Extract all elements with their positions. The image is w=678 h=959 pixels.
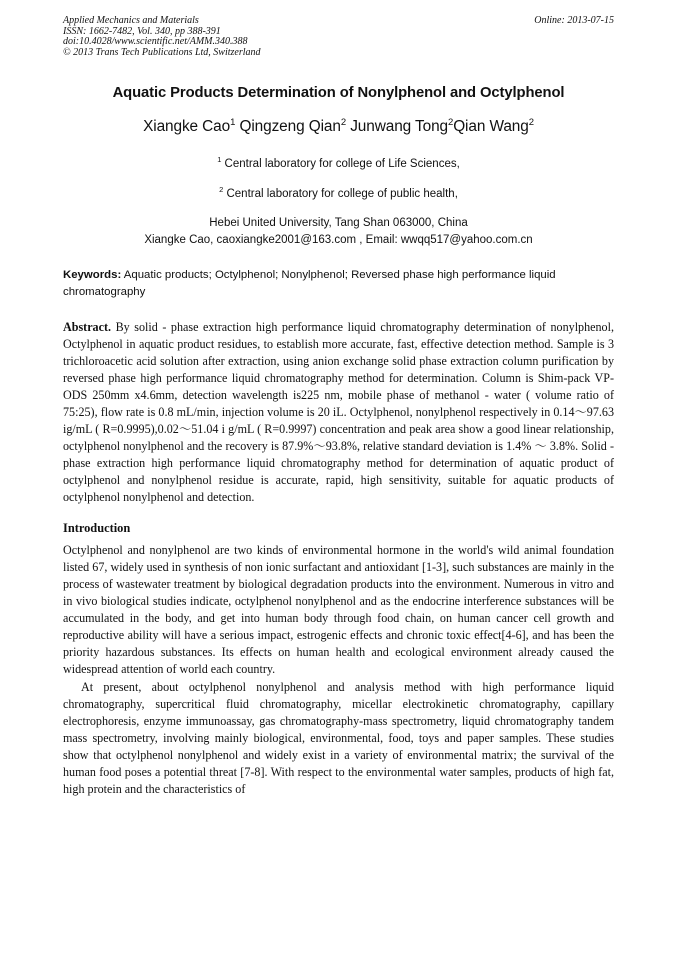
author-affiliation-mark: 2 [340, 117, 347, 128]
author-affiliation-mark: 1 [230, 117, 236, 128]
journal-issn: ISSN: 1662-7482, Vol. 340, pp 388-391 [63, 25, 221, 37]
author-list [63, 117, 614, 136]
paper-title: Aquatic Products Determination of Nonylphenol and Octylphenol [112, 85, 565, 101]
university-address: Hebei United University, Tang Shan 063000, China [209, 216, 468, 229]
keywords-label: Keywords: [63, 268, 122, 281]
affiliation-address [63, 215, 614, 249]
affiliation-2 [63, 185, 614, 200]
journal-name: Applied Mechanics and Materials [63, 15, 199, 26]
abstract-label: Abstract. [63, 319, 112, 334]
author-name: Qingzeng Qian [235, 118, 341, 136]
abstract-text: By solid - phase extraction high performance liquid chromatography determination of nonylphenol, Octylphenol in aquatic product residues, to establish more accurate, fast, effective detection method. Sample is 3 trichloroacetic acid solution after extraction, using anion exchange solid phase extraction column purification by reversed phase high performance liquid chromatography method for determination. Column is Shim-pack VP-ODS 250mm x4.6mm, detection wavelength is225 nm, mobile phase of methanol - water ( volume ratio of 75:25), flow rate is 0.8 mL/min, injection volume is 20 iL. Octylphenol, nonylphenol respectively in 0.14～97.63 ig/mL ( R=0.9995),0.02～51.04 i g/mL ( R=0.9997) concentration and peak area show a good linear relationship, octylphenol nonylphenol and the recovery is 87.9%～93.8%, relative standard deviation is 1.4% ～ 3.8%. Solid - phase extraction high performance liquid chromatography method for determination of aquatic product of octylphenol and nonylphenol residue is accurate, rapid, high sensitivity, suitable for aquatic products of octylphenol nonylphenol and detection. [63, 319, 614, 504]
affiliation-mark: 2 [219, 184, 224, 194]
affiliation-1 [63, 155, 614, 170]
journal-header [63, 16, 614, 58]
paper-page [63, 16, 614, 798]
author-affiliation-mark: 2 [528, 117, 534, 128]
contact-emails: Xiangke Cao, caoxiangke2001@163.com , Email: wwqq517@yahoo.com.cn [144, 233, 533, 246]
section-heading-introduction: Introduction [63, 520, 131, 535]
author-name: Qian Wang [453, 118, 529, 136]
journal-info [63, 16, 261, 58]
keywords [63, 267, 614, 301]
author-name: Junwang Tong [346, 118, 448, 136]
abstract [63, 319, 614, 506]
author-name: Xiangke Cao [143, 118, 231, 136]
journal-copyright: © 2013 Trans Tech Publications Ltd, Switzerland [63, 46, 261, 58]
affiliation-mark: 1 [217, 155, 222, 165]
journal-doi: doi:10.4028/www.scientific.net/AMM.340.388 [63, 36, 248, 47]
online-date: Online: 2013-07-15 [534, 15, 614, 26]
paragraph: At present, about octylphenol nonylphenol and analysis method with high performance liquid chromatography, supercritical fluid chromatography, micellar electrokinetic chromatography, capillary electrophoresis, enzyme immunoassay, gas chromatography-mass spectrometry, liquid chromatography tandem mass spectrometry, involving mainly biological, environmental, food, toys and paper samples. These studies show that octylphenol nonylphenol and widely exist in a variety of environmental matrix; the survival of the human food poses a potential threat [7-8]. With respect to the environmental water samples, products of high fat, high protein and the characteristics of [63, 679, 614, 797]
keywords-text: Aquatic products; Octylphenol; Nonylphenol; Reversed phase high performance liquid chromatography [63, 268, 556, 298]
author-affiliation-mark: 2 [448, 117, 454, 128]
paragraph: Octylphenol and nonylphenol are two kinds of environmental hormone in the world's wild animal foundation listed 67, widely used in synthesis of non ionic surfactant and antioxidant [1-3], such substances are mainly in the process of wastewater treatment by biological degradation products into the environment. Numerous in vitro and in vivo biological studies indicate, octylphenol nonylphenol and as the endocrine interference substances will be accumulated in the body, and get into human body through food chain, on human cancer cell growth and reproductive ability will have a serious impact, estrogenic effects and chronic toxic effect[4-6], and has been the priority hazardous substances. Its effects on human health and ecological environment already caused the widespread attention of world each country. [63, 542, 614, 677]
affiliation-text: Central laboratory for college of public health, [223, 187, 458, 200]
affiliation-text: Central laboratory for college of Life Sciences, [221, 157, 460, 170]
